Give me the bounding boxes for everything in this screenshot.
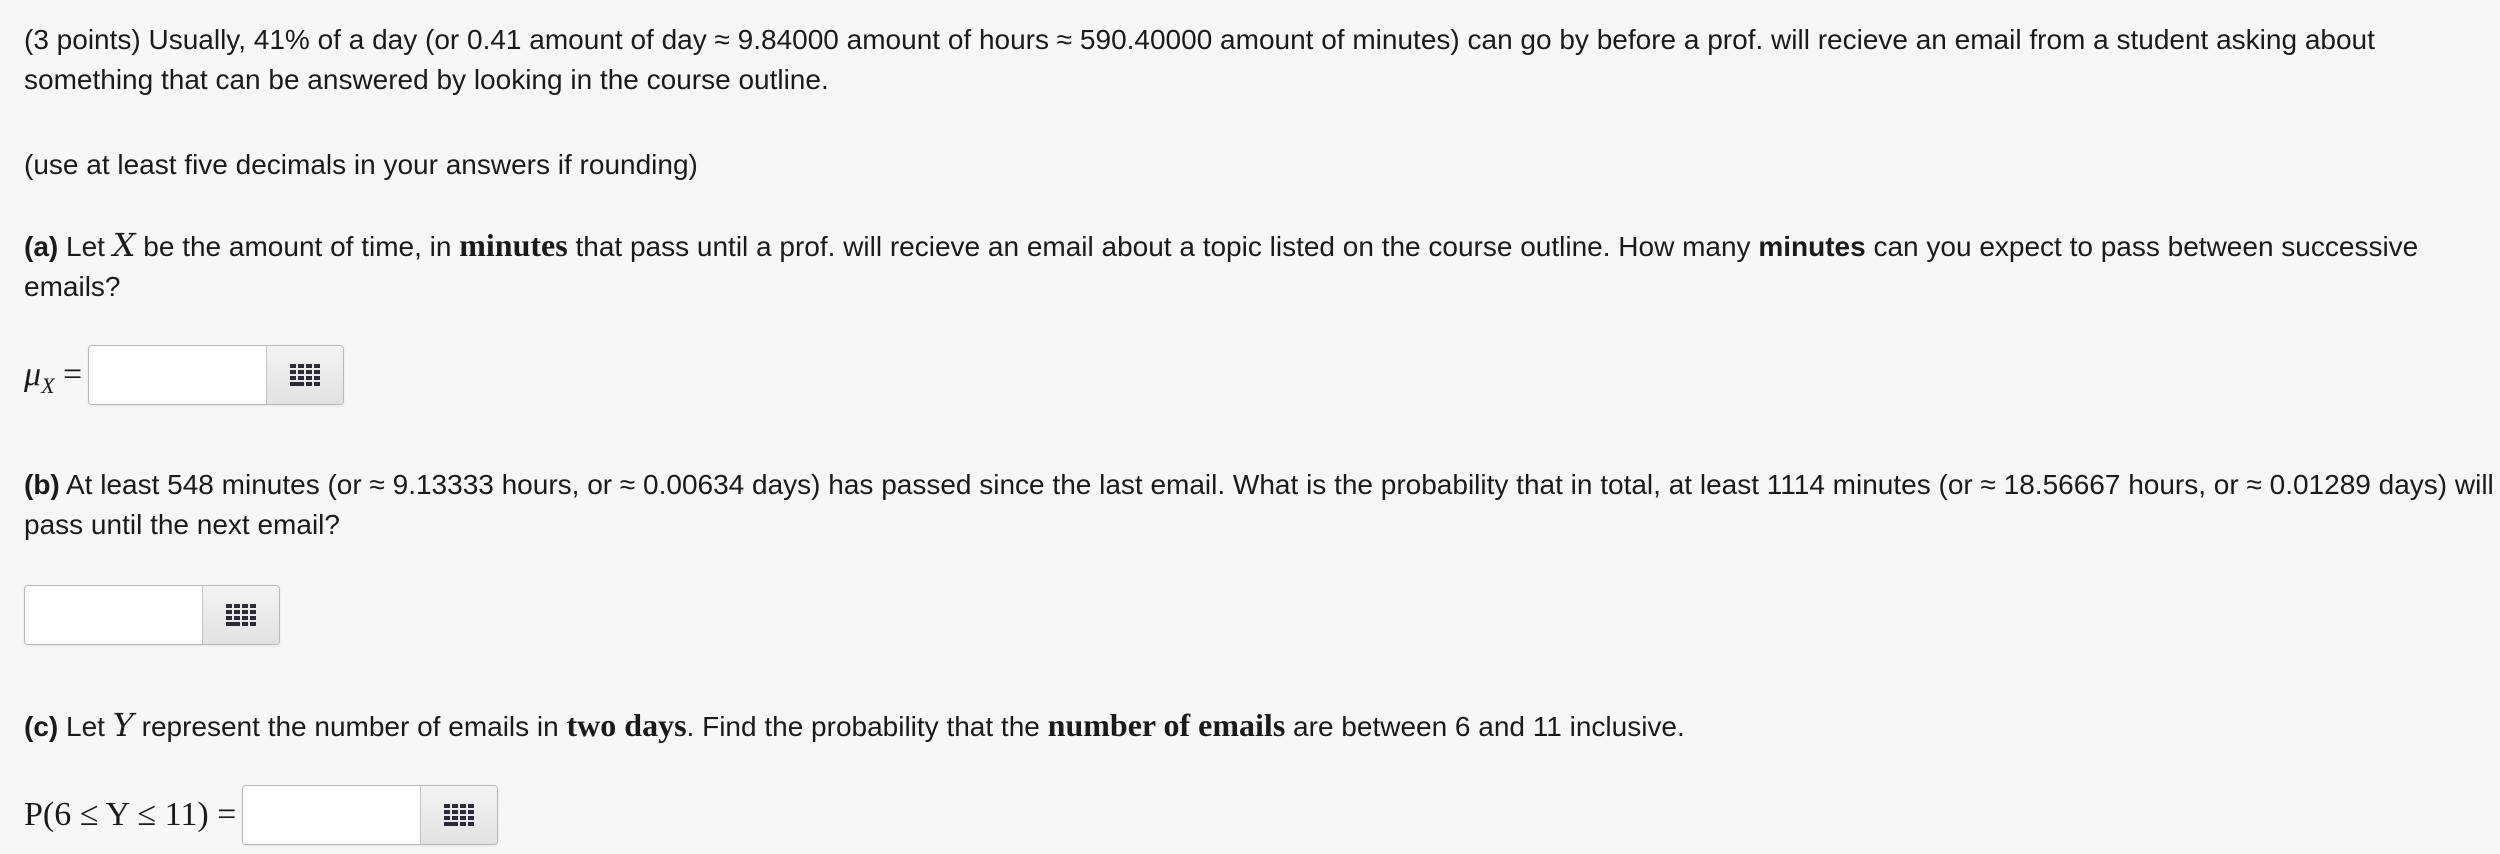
part-c-question xyxy=(24,705,2494,747)
part-a-question xyxy=(24,225,2494,307)
part-a-text: can you expect to pass between successive emails? xyxy=(24,231,2419,302)
bold-two-days: two days xyxy=(566,707,687,743)
part-a-text: Let xyxy=(58,231,113,262)
part-c-answer-box xyxy=(242,785,498,845)
intro-line-2: something that can be answered by looking in the course outline. xyxy=(24,64,829,95)
bold-minutes: minutes xyxy=(459,227,568,263)
mu-x-label xyxy=(24,356,83,398)
mu-subscript: X xyxy=(41,373,55,398)
keypad-grid-icon xyxy=(444,804,474,826)
intro-line-1: (3 points) Usually, 41% of a day (or 0.41 amount of day ≈ 9.84000 amount of hours ≈ 590.40000 amount of minutes) can go by before a prof. will recieve an email from a student asking about xyxy=(24,24,2375,55)
part-c-text: . Find the probability that the xyxy=(686,711,1048,742)
part-a-text: be the amount of time, in xyxy=(135,231,460,262)
variable-y: Y xyxy=(112,706,134,744)
part-b-question xyxy=(24,465,2494,545)
problem-intro xyxy=(24,20,2494,100)
part-a-answer-box xyxy=(88,345,344,405)
keypad-grid-icon xyxy=(226,604,256,626)
part-c-tag: (c) xyxy=(24,711,59,742)
probability-label: P(6 ≤ Y ≤ 11) = xyxy=(24,796,237,833)
part-b-keypad-button[interactable] xyxy=(203,586,279,644)
variable-x: X xyxy=(112,226,136,264)
part-b-answer-input[interactable] xyxy=(25,586,203,644)
part-c-answer-input[interactable] xyxy=(243,786,421,844)
part-c-answer-row xyxy=(24,785,498,845)
mu-symbol: μ xyxy=(24,356,42,393)
part-b-answer-box xyxy=(24,585,280,645)
bold-number-of-emails: number of emails xyxy=(1047,707,1286,743)
part-a-keypad-button[interactable] xyxy=(267,346,343,404)
part-b-tag: (b) xyxy=(24,469,60,500)
part-b-answer-row xyxy=(24,585,280,645)
part-c-text: are between 6 and 11 inclusive. xyxy=(1285,711,1685,742)
part-a-answer-row xyxy=(24,345,344,405)
part-a-tag: (a) xyxy=(24,231,59,262)
equals-sign: = xyxy=(54,356,83,393)
part-c-text: represent the number of emails in xyxy=(133,711,567,742)
part-c-keypad-button[interactable] xyxy=(421,786,497,844)
part-c-text: Let xyxy=(58,711,113,742)
keypad-grid-icon xyxy=(290,364,320,386)
part-a-text: that pass until a prof. will recieve an email about a topic listed on the course outline. How many xyxy=(567,231,1759,262)
rounding-note: (use at least five decimals in your answers if rounding) xyxy=(24,149,698,180)
part-b-text: At least 548 minutes (or ≈ 9.13333 hours, or ≈ 0.00634 days) has passed since the last email. What is the probability that in total, at least 1114 minutes (or ≈ 18.56667 hours, or ≈ 0.01289 days) will pass until the next email? xyxy=(24,469,2494,540)
bold-minutes: minutes xyxy=(1758,231,1866,262)
part-a-answer-input[interactable] xyxy=(89,346,267,404)
